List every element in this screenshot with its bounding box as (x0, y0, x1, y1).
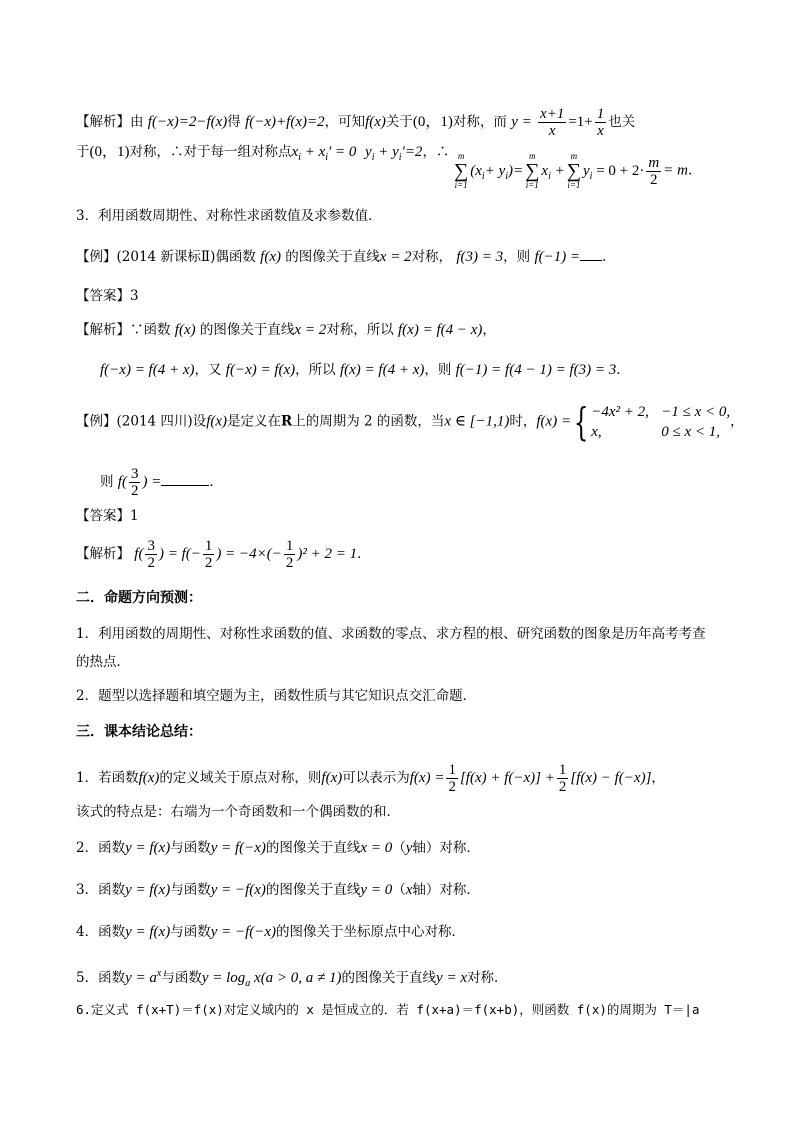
var: + x (300, 144, 326, 160)
equation: [f(x) + f(−x)] + (459, 770, 555, 786)
solution-2 (76, 538, 371, 571)
equation: f( (117, 474, 127, 490)
analysis-tag: 【解析】 (76, 322, 130, 338)
text: 2．函数 (76, 840, 126, 856)
denominator: 2 (558, 779, 567, 795)
sum-upper: m (457, 151, 465, 161)
sum-lower: i=1 (454, 180, 468, 190)
denominator: x (597, 123, 604, 139)
text: 上的周期为 2 的函数，当 (292, 413, 445, 430)
text: 4．函数 (76, 924, 126, 940)
text: ，又 (194, 362, 222, 378)
text: 对称，所以 (326, 322, 394, 338)
text: 1．若函数 (76, 770, 139, 786)
text: 由 (130, 114, 144, 130)
fraction (538, 106, 566, 139)
equation: )² + 2 = 1 (297, 546, 358, 562)
equation: f(−x) = f(x) (225, 362, 296, 378)
text: ，可知 (324, 114, 366, 130)
var: y (583, 162, 590, 179)
conclusion-3 (76, 880, 480, 900)
equation: f( (134, 546, 144, 562)
text: 则 (100, 474, 114, 490)
conclusion-4 (76, 922, 465, 942)
equation: f(x) = (409, 770, 445, 786)
text: 的图像关于直线 (265, 882, 361, 898)
fraction (203, 538, 215, 571)
equation: f(x) = f(4 − x) (398, 322, 483, 338)
text: ． (616, 362, 630, 378)
equation: f(x) (260, 249, 281, 265)
equation: y = (511, 114, 532, 130)
equation: f(−x) = f(4 + x) (100, 362, 195, 378)
text: 可以表示为 (342, 770, 410, 786)
equation: f(x) = (536, 413, 572, 430)
fraction (284, 538, 296, 571)
numerator: x+1 (540, 106, 565, 122)
equation: ) = (142, 474, 162, 490)
text: 5．函数 (76, 970, 126, 986)
denominator: 2 (650, 171, 658, 188)
equation: f(x) (174, 322, 196, 338)
conclusion-6: 6.定义式 f(x+T)＝f(x)对定义域内的 x 是恒成立的．若 f(x+a)＝f(x+b)，则函数 f(x)的周期为 T＝|a (76, 1002, 700, 1017)
section-2-item-1-cont: 的热点． (76, 654, 130, 670)
equation: x = 2 (379, 249, 412, 265)
equation: y (405, 840, 413, 856)
equation: f(x) (206, 413, 228, 430)
text: 也关 (608, 114, 636, 130)
text: 的图像关于直线 (285, 249, 380, 265)
text: 得 (227, 114, 241, 130)
text: . (687, 162, 693, 179)
equation: ) = f(− (158, 546, 201, 562)
equation: f(3) = 3 (456, 249, 504, 265)
conclusion-2 (76, 838, 480, 858)
numerator: 1 (558, 762, 567, 778)
equation: y = 0 (360, 882, 393, 898)
text: 设 (192, 413, 207, 430)
equation: f(−x)=2−f(x) (147, 114, 228, 130)
var: + (554, 162, 565, 179)
section-2-item-2: 2．题型以选择题和填空题为主，函数性质与其它知识点交汇命题． (76, 688, 477, 704)
var: y = log (201, 970, 246, 986)
equation: f(x) (321, 770, 343, 786)
var: x(a > 0, a ≠ 1) (254, 970, 342, 986)
equation: y = f(−x) (210, 840, 266, 856)
text: 与函数 (170, 840, 211, 856)
fraction (557, 762, 569, 795)
equation: y = x (436, 970, 467, 986)
numerator: m (648, 154, 660, 171)
text: 的图像关于直线 (265, 840, 361, 856)
numerator: 1 (204, 538, 213, 554)
text: 与函数 (161, 970, 202, 986)
fraction (129, 466, 141, 499)
var: ′ = 0 (328, 144, 357, 160)
equation (201, 970, 342, 989)
answer-1: 【答案】3 (76, 288, 139, 304)
text: 与函数 (170, 882, 211, 898)
sigma-glyph: ∑ (525, 160, 540, 182)
text: （ (392, 840, 406, 856)
point: (0，1) (412, 114, 453, 130)
var: x (291, 144, 299, 160)
sigma-glyph: ∑ (454, 160, 469, 182)
example-1 (76, 246, 616, 267)
equation: $y_i = 0 + 2\cdot$ (583, 162, 645, 182)
sum-upper: m (570, 151, 578, 161)
equation: f(x) (138, 770, 160, 786)
var: )= (508, 162, 524, 179)
numerator: 1 (285, 538, 294, 554)
text: （ (392, 882, 406, 898)
text: 3．函数 (76, 882, 126, 898)
equation: ) = −4×(− (216, 546, 282, 562)
text: 轴）对称． (412, 882, 480, 898)
subscript: i (325, 152, 329, 163)
brace: { (573, 400, 589, 444)
conclusion-5 (76, 964, 507, 994)
equation: y = f(x) (125, 924, 171, 940)
denominator: 2 (448, 779, 456, 795)
equation: f(−1) = f(4 − 1) = f(3) = 3 (455, 362, 617, 378)
var: + y (484, 162, 506, 179)
var: + y (374, 144, 399, 160)
fraction (446, 762, 458, 795)
equation: $x_i$ + (541, 162, 565, 182)
section-3-line: 3．利用函数周期性、对称性求函数值及求参数值． (76, 208, 382, 224)
conclusion-1 (76, 762, 665, 795)
analysis-tag: 【解析】 (76, 546, 130, 562)
text: ， (651, 770, 665, 786)
text: ∵函数 (130, 322, 171, 338)
equation: y = −f(−x) (210, 924, 277, 940)
fraction (646, 155, 661, 188)
text: 对称，∴对于每一组对称点 (129, 144, 292, 160)
sum-lower: i=1 (525, 180, 539, 190)
real-set-symbol: R (281, 413, 293, 430)
equation: y = f(x) (125, 840, 171, 856)
text: ，∴ (422, 144, 450, 160)
sum-upper: m (529, 151, 536, 161)
point: (0，1) (89, 144, 130, 160)
text: 是定义在 (227, 413, 282, 430)
equation: = m (663, 162, 688, 179)
equation (291, 144, 357, 163)
answer-blank (580, 246, 602, 261)
section-heading-2: 二．命题方向预测： (76, 590, 202, 606)
sum-symbol (454, 152, 468, 190)
var: = 0 + 2· (596, 162, 645, 179)
example-tag: 【例】 (76, 413, 117, 430)
equation: [f(x) − f(−x)] (570, 770, 652, 786)
equation: =1+ (568, 114, 593, 130)
subscript: i (398, 152, 402, 163)
section-heading-3: 三．课本结论总结： (76, 724, 202, 740)
text: 与函数 (170, 924, 211, 940)
solution-1 (76, 320, 496, 340)
subscript: i (298, 152, 301, 163)
text: ，则 (503, 249, 531, 265)
var: y (365, 144, 372, 160)
text: 的图像关于直线 (341, 970, 437, 986)
text: 的图像关于坐标原点中心对称． (276, 924, 466, 940)
text: ， (482, 322, 496, 338)
sigma-glyph: ∑ (566, 160, 581, 182)
analysis-tag: 【解析】 (76, 114, 130, 130)
answer-blank (161, 471, 209, 486)
numerator: 3 (147, 538, 155, 554)
text: ． (602, 249, 616, 265)
denominator: 2 (285, 555, 294, 571)
summation-equation (452, 152, 692, 190)
var: x (541, 162, 549, 179)
equation: f(−1) = (534, 249, 581, 265)
numerator: 3 (130, 466, 139, 482)
example-tag: 【例】 (76, 249, 117, 265)
text: 对称， (411, 249, 453, 265)
numerator: 1 (448, 762, 456, 778)
equation: y = −f(x) (210, 882, 266, 898)
text: 对称，而 (452, 114, 507, 130)
case-2-cond: 0 ≤ x < 1, (661, 424, 721, 440)
text: 关于 (385, 114, 413, 130)
text: 对称． (466, 970, 508, 986)
answer-2: 【答案】1 (76, 508, 139, 524)
equation: y = f(x) (125, 882, 171, 898)
equation: x ∈ [−1,1) (444, 413, 510, 430)
example-2 (76, 402, 744, 442)
denominator: 2 (204, 555, 213, 571)
equation (125, 970, 161, 986)
subscript: i (371, 152, 375, 163)
piecewise-cases (591, 402, 730, 442)
text: ． (357, 546, 371, 562)
var: y = a (125, 970, 157, 986)
equation (365, 144, 423, 163)
equation: f(x) (365, 114, 386, 130)
sum-symbol (525, 152, 539, 190)
text: ，所以 (295, 362, 336, 378)
sum-lower: i=1 (567, 180, 581, 190)
var: ′=2 (401, 144, 423, 160)
analysis-paragraph-1 (76, 106, 635, 139)
text: 轴）对称． (412, 840, 480, 856)
subscript: a (245, 978, 251, 989)
fraction (145, 538, 157, 571)
text: 时， (509, 413, 537, 430)
example-2-question (100, 466, 223, 499)
equation: x (405, 882, 413, 898)
case-1-expr: −4x² + 2, (591, 404, 649, 420)
equation: f(−x)+f(x)=2 (245, 114, 325, 130)
source: (2014 四川) (116, 413, 193, 430)
equation: x = 0 (360, 840, 393, 856)
text: 的定义域关于原点对称，则 (159, 770, 322, 786)
denominator: 2 (130, 483, 139, 499)
text: 于 (76, 144, 90, 160)
text: 偶函数 (215, 249, 256, 265)
sum-symbol (567, 152, 581, 190)
superscript: x (156, 968, 162, 979)
text: 的图像关于直线 (199, 322, 295, 338)
numerator: 1 (596, 106, 605, 122)
conclusion-1-cont: 该式的特点是：右端为一个奇函数和一个偶函数的和． (76, 804, 400, 820)
fraction (595, 106, 607, 139)
text: ， (730, 413, 744, 430)
case-1-cond: −1 ≤ x < 0, (661, 404, 731, 420)
analysis-paragraph-1-cont (76, 142, 449, 168)
denominator: x (548, 123, 556, 139)
text: ，则 (424, 362, 452, 378)
case-2-expr: x, (591, 424, 602, 440)
equation: $(x_i+ y_i)=$ (470, 162, 524, 182)
equation: f(x) = f(4 + x) (339, 362, 425, 378)
var: (x (470, 162, 482, 179)
text: ． (209, 474, 223, 490)
solution-1-cont (100, 360, 630, 380)
equation: x = 2 (294, 322, 327, 338)
denominator: 2 (147, 555, 155, 571)
source: (2014 新课标Ⅱ) (116, 249, 216, 265)
section-2-item-1: 1．利用函数的周期性、对称性求函数的值、求函数的零点、求方程的根、研究函数的图象是历年高考考查 (76, 626, 706, 642)
